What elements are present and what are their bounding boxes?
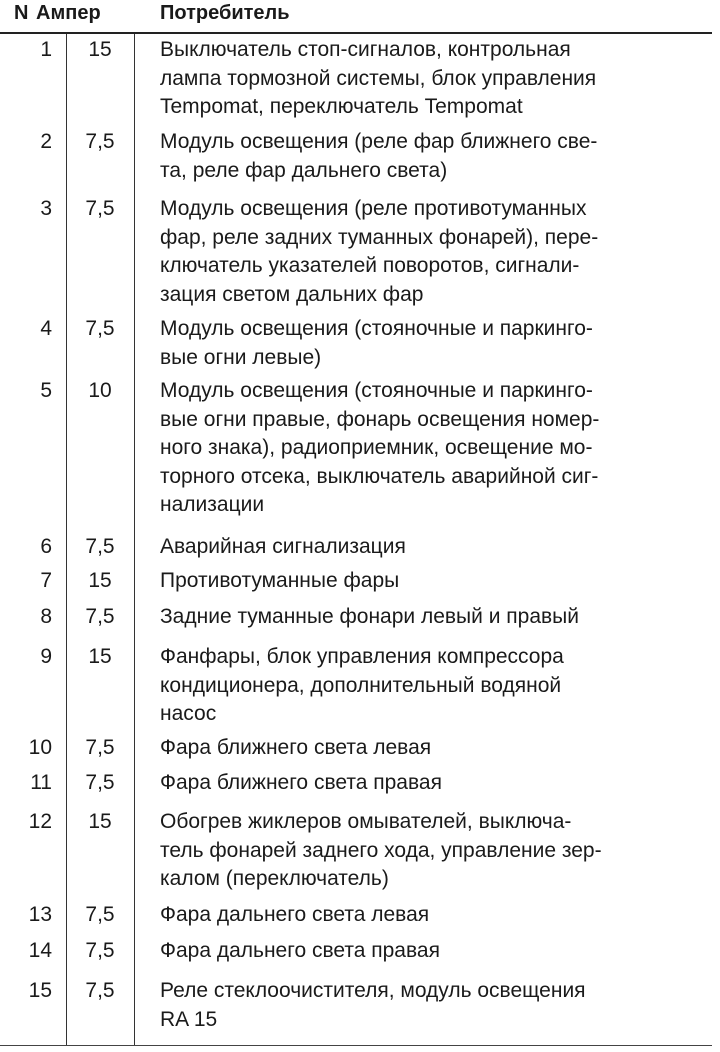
fuse-number: 4 (40, 317, 52, 340)
fuse-consumer: Модуль освещения (стояночные и паркинго- вые огни левые) (160, 317, 593, 369)
fuse-number: 10 (28, 736, 52, 759)
fuse-number: 8 (40, 605, 52, 628)
fuse-amperage: 15 (88, 569, 112, 592)
fuse-amperage: 15 (88, 38, 112, 61)
fuse-amperage: 7,5 (85, 736, 115, 759)
fuse-amperage: 7,5 (85, 197, 115, 220)
fuse-number: 14 (28, 939, 52, 962)
header-rule (0, 32, 712, 34)
fuse-amperage: 7,5 (85, 903, 115, 926)
fuse-number: 12 (28, 810, 52, 833)
fuse-number: 11 (30, 771, 52, 794)
column-divider-amper (134, 34, 135, 1046)
fuse-number: 13 (28, 903, 52, 926)
fuse-amperage: 7,5 (85, 605, 115, 628)
header-amper: Ампер (36, 2, 101, 24)
fuse-number: 7 (40, 569, 52, 592)
fuse-consumer: Реле стеклоочистителя, модуль освещения RA 15 (160, 979, 586, 1031)
fuse-amperage: 7,5 (85, 317, 115, 340)
fuse-consumer: Задние туманные фонари левый и правый (160, 605, 579, 628)
fuse-amperage: 15 (88, 645, 112, 668)
fuse-number: 15 (28, 979, 52, 1002)
fuse-amperage: 10 (88, 379, 112, 402)
fuse-consumer: Обогрев жиклеров омывателей, выключа- тель фонарей заднего хода, управление зер- калом (переключатель) (160, 810, 602, 890)
fuse-amperage: 7,5 (85, 535, 115, 558)
fuse-consumer: Фара дальнего света левая (160, 903, 430, 926)
fuse-consumer: Фара дальнего света правая (160, 939, 440, 962)
fuse-number: 9 (40, 645, 52, 668)
fuse-number: 6 (40, 535, 52, 558)
fuse-consumer: Фара ближнего света правая (160, 771, 442, 794)
fuse-consumer: Модуль освещения (стояночные и паркинго- вые огни правые, фонарь освещения номер- ного знака), радиоприемник, освещение мо- торного отсека, выключатель аварийной сиг- нализации (160, 379, 600, 516)
fuse-amperage: 15 (88, 810, 112, 833)
fuse-number: 5 (40, 379, 52, 402)
bottom-rule (0, 1045, 712, 1046)
fuse-amperage: 7,5 (85, 771, 115, 794)
fuse-amperage: 7,5 (85, 130, 115, 153)
fuse-consumer: Модуль освещения (реле фар ближнего све- та, реле фар дальнего света) (160, 130, 598, 182)
fuse-consumer: Модуль освещения (реле противотуманных фар, реле задних туманных фонарей), пере- ключатель указателей поворотов, сигнали- зация светом дальних фар (160, 197, 599, 306)
fuse-consumer: Фара ближнего света левая (160, 736, 432, 759)
header-consumer: Потребитель (160, 2, 290, 24)
header-n: N (14, 2, 29, 24)
fuse-number: 1 (40, 38, 52, 61)
fuse-consumer: Противотуманные фары (160, 569, 400, 592)
fuse-consumer: Фанфары, блок управления компрессора кондиционера, дополнительный водяной насос (160, 645, 564, 725)
fuse-amperage: 7,5 (85, 939, 115, 962)
fuse-number: 3 (40, 197, 52, 220)
fuse-consumer: Аварийная сигнализация (160, 535, 406, 558)
fuse-amperage: 7,5 (85, 979, 115, 1002)
fuse-number: 2 (40, 130, 52, 153)
fuse-consumer: Выключатель стоп-сигналов, контрольная лампа тормозной системы, блок управления Tempomat, переключатель Tempomat (160, 38, 597, 118)
